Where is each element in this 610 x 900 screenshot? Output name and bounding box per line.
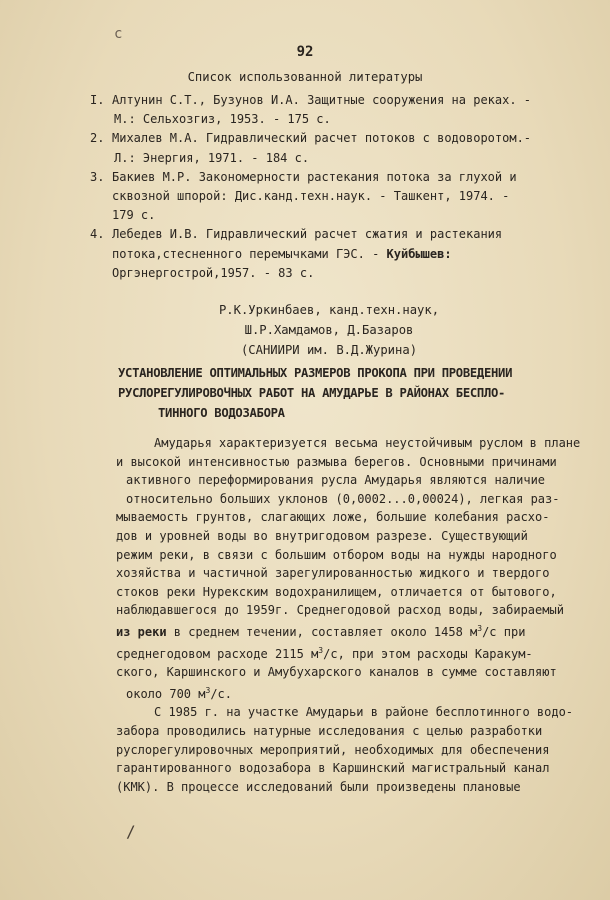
- body-line: режим реки, в связи с большим отбором воды на нужды народного: [116, 547, 557, 562]
- body-line: хозяйства и частичной зарегулированностью жидкого и твердого: [116, 566, 550, 581]
- reference-line: Лебедев И.В. Гидравлический расчет сжатия и растекания: [112, 227, 503, 242]
- reference-line: М.: Сельхозгиз, 1953. - 175 с.: [114, 112, 331, 127]
- reference-line: сквозной шпорой: Дис.канд.техн.наук. - Ташкент, 1974. -: [112, 189, 510, 204]
- authors-block: [0, 300, 610, 360]
- body-text-span: /с.: [210, 686, 232, 701]
- handwritten-insert: из реки: [116, 624, 167, 639]
- body-line: [116, 642, 566, 664]
- article-body: [116, 434, 581, 796]
- body-text-span: среднегодовом расходе 2115 м: [116, 646, 319, 661]
- references-title: Список использованной литературы: [187, 70, 423, 84]
- title-line: УСТАНОВЛЕНИЕ ОПТИМАЛЬНЫХ РАЗМЕРОВ ПРОКОПА ПРИ ПРОВЕДЕНИИ: [118, 366, 513, 380]
- margin-mark: /: [126, 822, 136, 841]
- reference-number: 3.: [90, 169, 105, 184]
- body-text-span: /с при: [482, 624, 526, 639]
- body-line: ского, Каршинского и Амубухарского каналов в сумме составляют: [116, 665, 557, 680]
- page-number: 92: [296, 44, 314, 60]
- reference-item: [90, 91, 560, 129]
- body-line: [116, 682, 566, 704]
- body-text-span: около 700 м: [126, 686, 206, 701]
- body-text-span: в среднем течении, составляет около 1458 м: [166, 624, 478, 639]
- body-text-span: /с, при этом расходы Каракум-: [323, 646, 533, 661]
- reference-line: 179 с.: [112, 208, 156, 223]
- body-line: [116, 620, 566, 642]
- reference-list: [90, 91, 560, 283]
- body-line: гарантированного водозабора в Каршинский магистральный канал: [116, 761, 550, 776]
- author-line: Ш.Р.Хамдамов, Д.Базаров: [244, 323, 414, 337]
- reference-line: Алтунин С.Т., Бузунов И.А. Защитные сооружения на реках. -: [112, 93, 532, 107]
- body-line: (КМК). В процессе исследований были произведены плановые: [116, 779, 521, 794]
- reference-line: потока,стесненного перемычками ГЭС. -: [112, 246, 387, 261]
- author-line: (САНИИРИ им. В.Д.Журина): [240, 343, 418, 357]
- reference-line: Л.: Энергия, 1971. - 184 с.: [114, 150, 310, 165]
- reference-line: Бакиев М.Р. Закономерности растекания потока за глухой и: [112, 169, 517, 184]
- reference-number: I.: [90, 93, 105, 107]
- reference-line: Михалев М.А. Гидравлический расчет потоков с водоворотом.-: [112, 131, 532, 146]
- body-line: Амударья характеризуется весьма неустойчивым руслом в плане: [154, 436, 581, 450]
- article-title: [118, 363, 558, 423]
- body-line: дов и уровней воды во внутригодовом разрезе. Существующий: [116, 528, 528, 543]
- reference-number: 4.: [90, 227, 105, 242]
- title-line: РУСЛОРЕГУЛИРОВОЧНЫХ РАБОТ НА АМУДАРЬЕ В РАЙОНАХ БЕСПЛО-: [118, 386, 506, 400]
- body-line: активного переформирования русла Амударья являются наличие: [126, 473, 546, 488]
- superscript: 3: [205, 685, 211, 695]
- reference-number: 2.: [90, 131, 105, 146]
- reference-item: [90, 129, 560, 167]
- body-line: и высокой интенсивностью размыва берегов. Основными причинами: [116, 454, 557, 469]
- body-line: мываемость грунтов, слагающих ложе, большие колебания расхо-: [116, 510, 550, 525]
- margin-mark: c: [114, 26, 123, 42]
- reference-line: Оргэнергострой,1957. - 83 с.: [112, 265, 315, 280]
- title-line: ТИННОГО ВОДОЗАБОРА: [158, 406, 285, 420]
- reference-item: [90, 225, 560, 283]
- body-line: относительно больших уклонов (0,0002...0,00024), легкая раз-: [126, 491, 560, 506]
- body-line: забора проводились натурные исследования с целью разработки: [116, 723, 543, 738]
- body-line: стоков реки Нурекским водохранилищем, отличается от бытового,: [116, 584, 557, 599]
- superscript: 3: [318, 645, 324, 655]
- handwritten-insert: Куйбышев:: [386, 246, 452, 261]
- author-line: Р.К.Уркинбаев, канд.техн.наук,: [218, 303, 440, 317]
- reference-item: [90, 168, 560, 226]
- body-line: наблюдавшегося до 1959г. Среднегодовой расход воды, забираемый: [116, 603, 564, 618]
- body-line: руслорегулировочных мероприятий, необходимых для обеспечения: [116, 742, 550, 757]
- body-line: С 1985 г. на участке Амударьи в районе бесплотинного водо-: [154, 705, 574, 720]
- superscript: 3: [477, 623, 483, 633]
